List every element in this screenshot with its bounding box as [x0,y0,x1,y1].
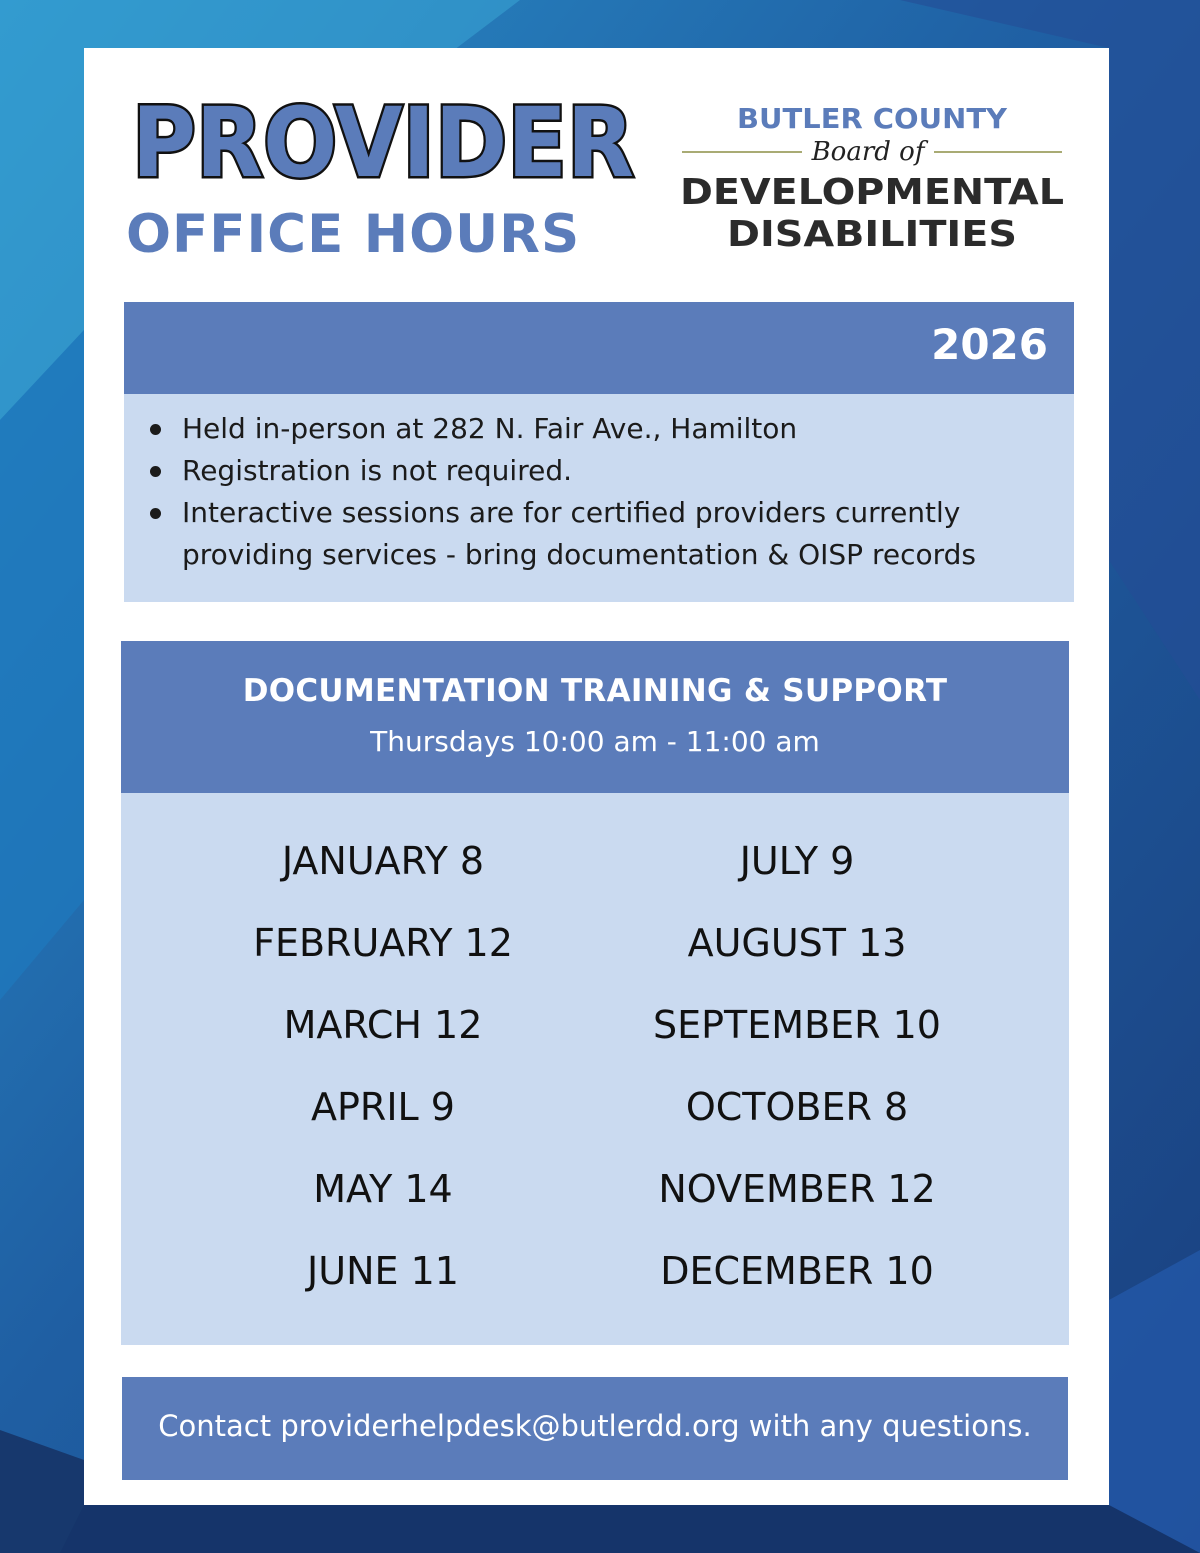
title-office-hours: OFFICE HOURS [126,204,581,265]
date-right-4: OCTOBER 8 [685,1085,909,1129]
date-left-3: MARCH 12 [283,1003,483,1047]
date-right-2: AUGUST 13 [687,921,907,965]
info-item-continuation: providing services - bring documentation & OISP records [182,538,976,571]
info-item: Held in-person at 282 N. Fair Ave., Hamilton [146,408,1066,450]
logo-line3: DEVELOPMENTAL [680,172,1064,213]
contact-text: Contact providerhelpdesk@butlerdd.org with any questions. [158,1409,1032,1443]
dates-panel [121,793,1069,1345]
training-time: Thursdays 10:00 am - 11:00 am [370,725,820,758]
info-list [146,408,1066,576]
training-title: DOCUMENTATION TRAINING & SUPPORT [242,673,948,709]
info-item: Registration is not required. [146,450,1066,492]
contact-banner [122,1377,1068,1480]
date-left-4: APRIL 9 [311,1085,455,1129]
date-left-6: JUNE 11 [307,1249,459,1293]
date-right-6: DECEMBER 10 [660,1249,934,1293]
bullet-icon [150,508,161,519]
date-right-3: SEPTEMBER 10 [653,1003,941,1047]
bullet-icon [150,424,161,435]
date-left-1: JANUARY 8 [281,839,485,883]
logo-line1: BUTLER COUNTY [737,102,1008,135]
year-label: 2026 [931,320,1048,369]
butler-county-logo [672,96,1072,256]
info-item: Interactive sessions are for certified providers currently [146,492,1066,534]
year-banner [124,302,1074,394]
logo-line2: Board of [811,137,925,167]
bullet-icon [150,466,161,477]
date-right-1: JULY 9 [739,839,855,883]
info-panel [124,394,1074,602]
title-provider [128,80,648,200]
date-left-2: FEBRUARY 12 [253,921,513,965]
logo-line4: DISABILITIES [727,214,1017,255]
date-right-5: NOVEMBER 12 [658,1167,936,1211]
date-left-5: MAY 14 [313,1167,453,1211]
svg-text:PROVIDER: PROVIDER [132,87,634,199]
training-header [121,641,1069,793]
